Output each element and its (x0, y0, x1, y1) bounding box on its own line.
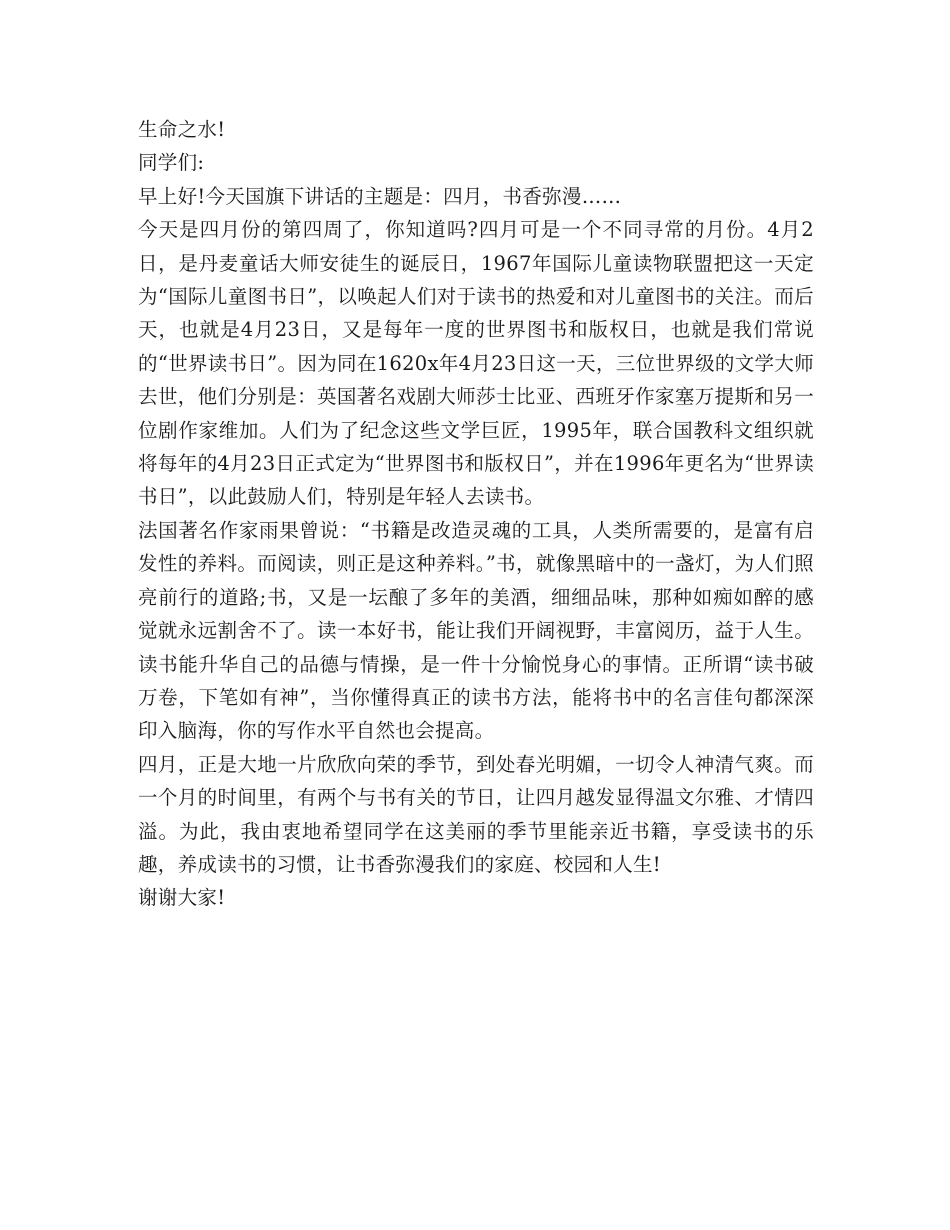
paragraph-greeting: 同学们: (138, 151, 205, 175)
paragraph-topic: 早上好!今天国旗下讲话的主题是：四月，书香弥漫…… (138, 184, 622, 208)
paragraph-hugo-quote: 法国著名作家雨果曾说：“书籍是改造灵魂的工具，人类所需要的，是富有启发性的养料。而阅读，则正是这种养料。”书，就像黑暗中的一盏灯，为人们照亮前行的道路;书，又是一坛酿了多年的美酒，细细品味，那种如痴如醉的感觉就永远割舍不了。读一本好书，能让我们开阔视野，丰富阅历，益于人生。读书能升华自己的品德与情操，是一件十分愉悦身心的事情。正所谓“读书破万卷，下笔如有神”，当你懂得真正的读书方法，能将书中的名言佳句都深深印入脑海，你的写作水平自然也会提高。 (138, 518, 814, 743)
speech-text (138, 113, 814, 915)
paragraph-april-season: 四月，正是大地一片欣欣向荣的季节，到处春光明媚，一切令人神清气爽。而一个月的时间里，有两个与书有关的节日，让四月越发显得温文尔雅、才情四溢。为此，我由衷地希望同学在这美丽的季节里能亲近书籍，享受读书的乐趣，养成读书的习惯，让书香弥漫我们的家庭、校园和人生! (138, 752, 814, 876)
paragraph-world-book-day: 今天是四月份的第四周了，你知道吗?四月可是一个不同寻常的月份。4月2日，是丹麦童话大师安徒生的诞辰日，1967年国际儿童读物联盟把这一天定为“国际儿童图书日”，以唤起人们对于读书的热爱和对儿童图书的关注。而后天，也就是4月23日，又是每年一度的世界图书和版权日，也就是我们常说的“世界读书日”。因为同在1620x年4月23日这一天，三位世界级的文学大师去世，他们分别是：英国著名戏剧大师莎士比亚、西班牙作家塞万提斯和另一位剧作家维加。人们为了纪念这些文学巨匠，1995年，联合国教科文组织就将每年的4月23日正式定为“世界图书和版权日”，并在1996年更名为“世界读书日”，以此鼓励人们，特别是年轻人去读书。 (138, 218, 814, 509)
paragraph-opening-fragment: 生命之水! (138, 118, 226, 141)
paragraph-closing: 谢谢大家! (138, 886, 226, 910)
